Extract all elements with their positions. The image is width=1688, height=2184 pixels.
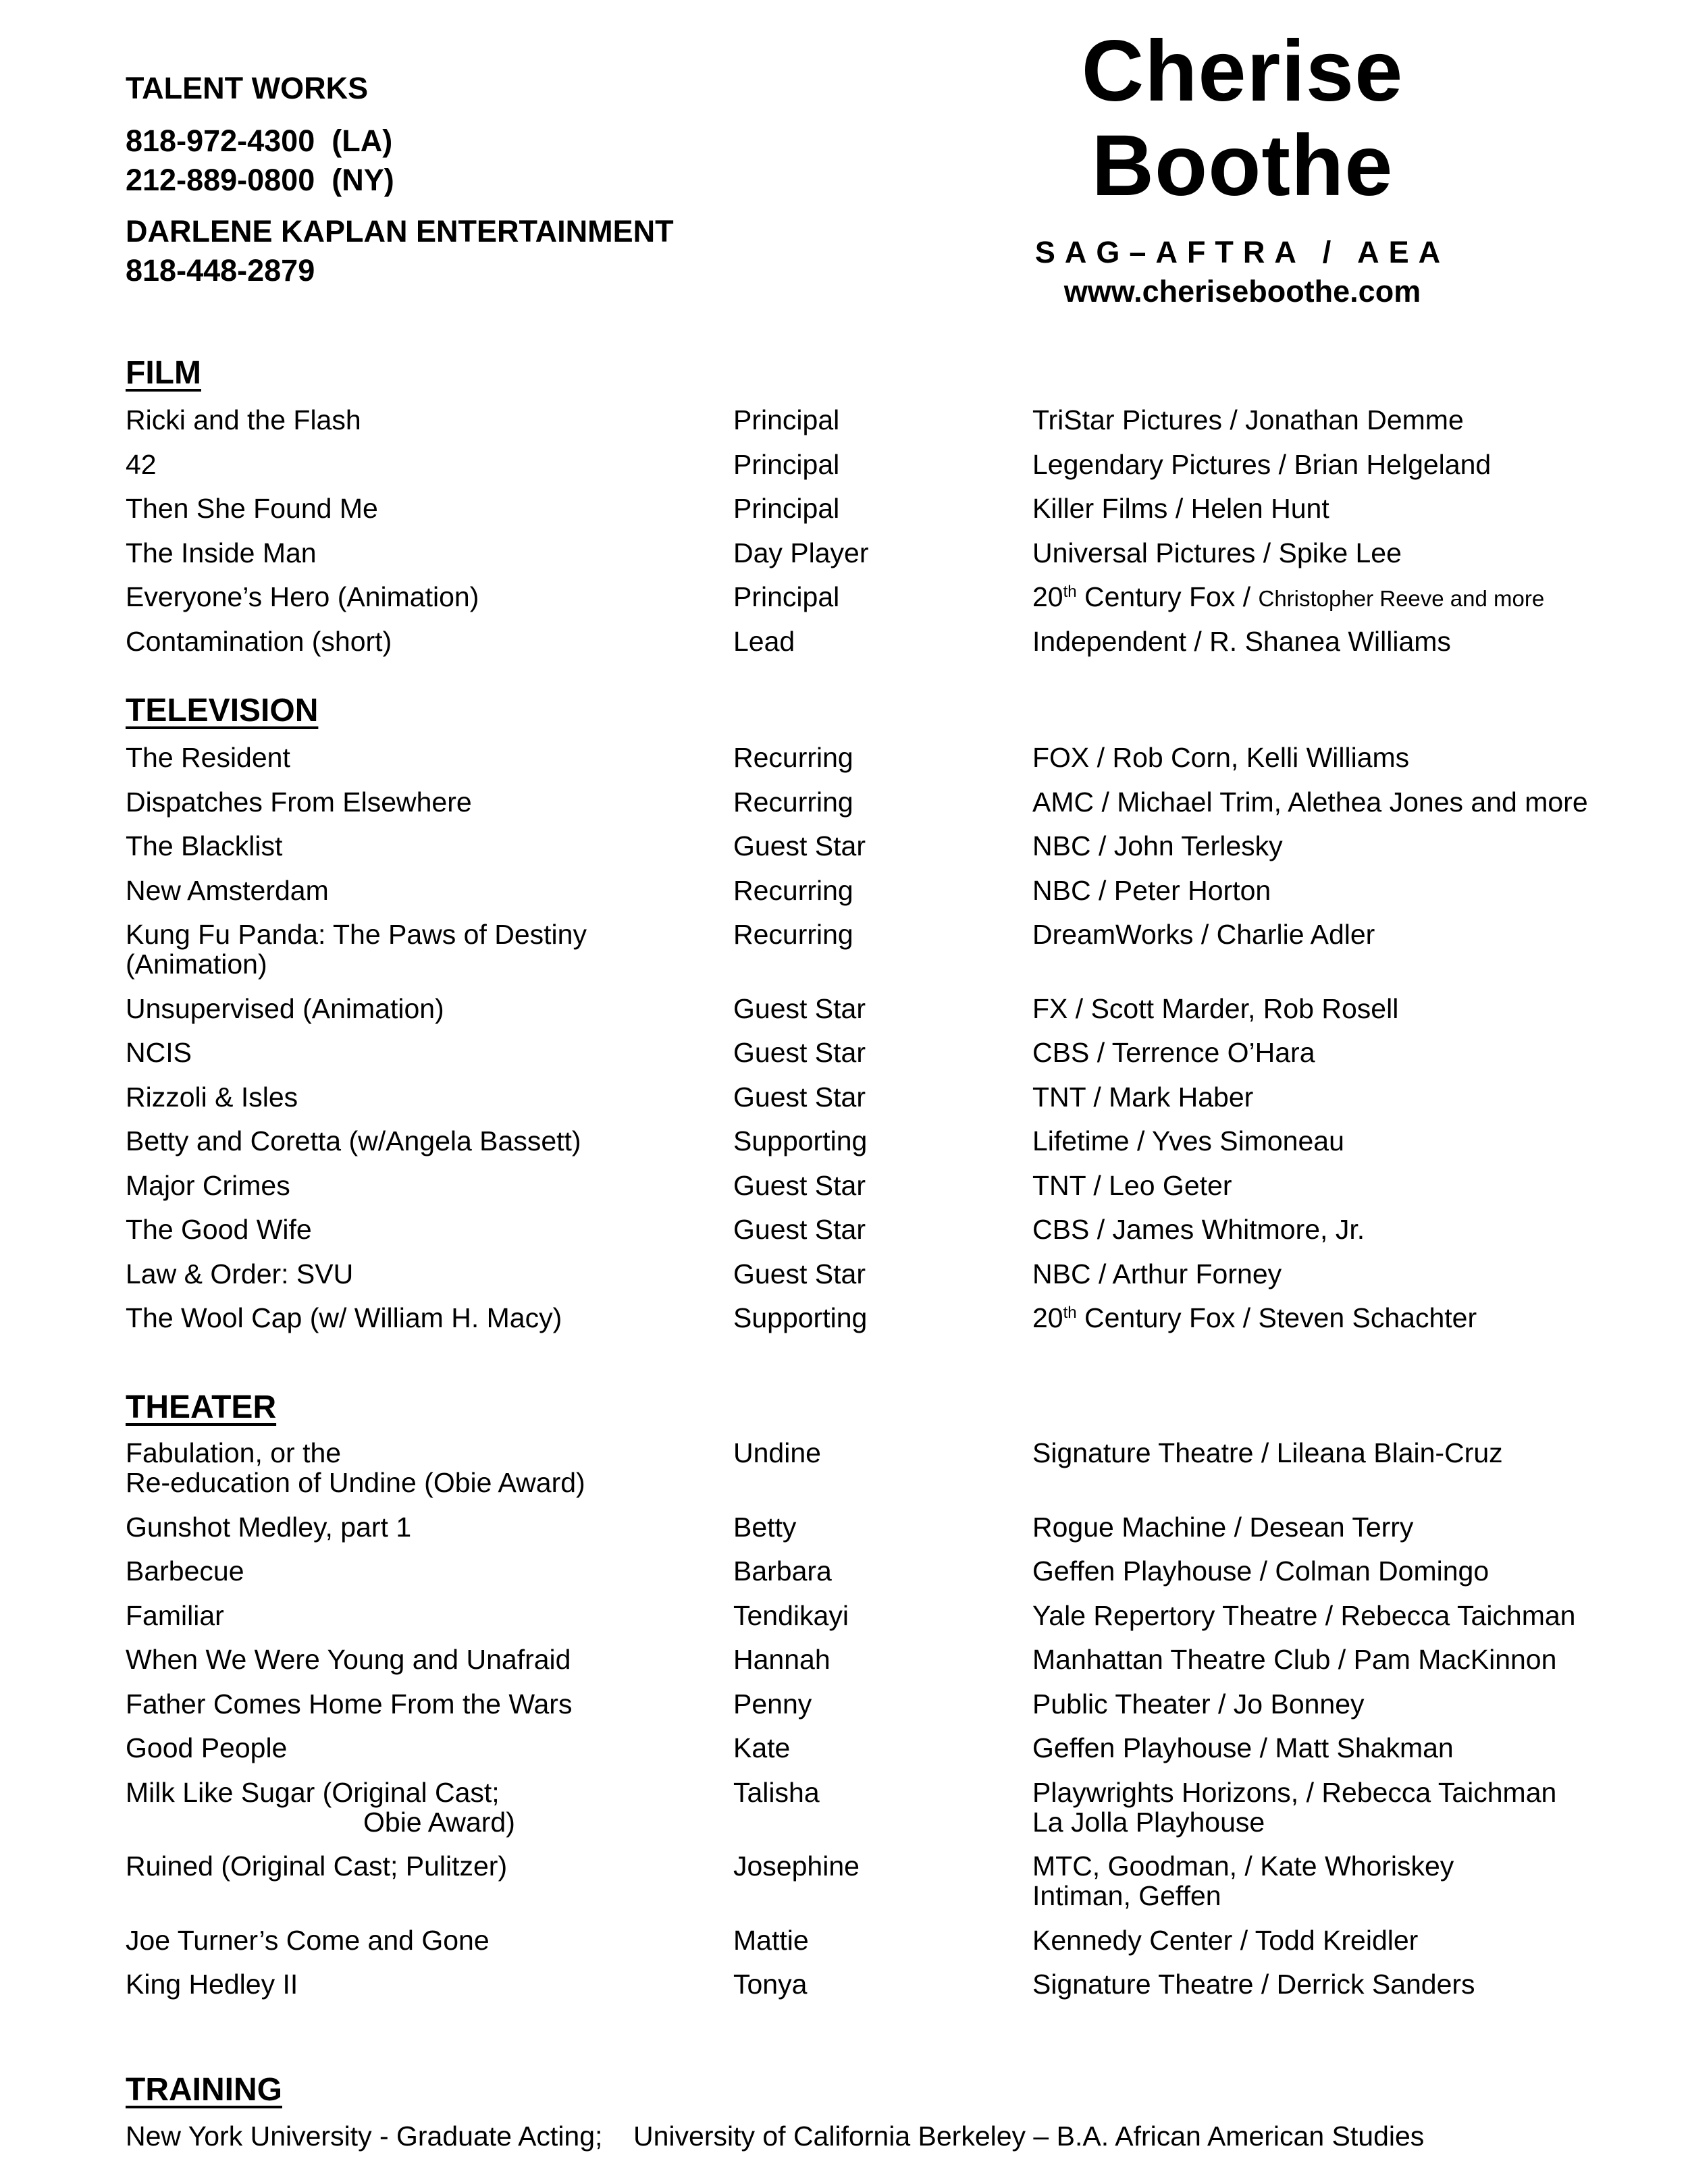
company-director: TNT / Mark Haber [1032, 1081, 1254, 1113]
production-title: Milk Like Sugar (Original Cast; Obie Award) [126, 1776, 515, 1838]
company-director: TriStar Pictures / Jonathan Demme [1032, 404, 1464, 435]
production-title: Familiar [126, 1599, 224, 1631]
role: Kate [733, 1732, 791, 1763]
company-director: Independent / R. Shanea Williams [1032, 625, 1451, 657]
company-director: Legendary Pictures / Brian Helgeland [1032, 448, 1492, 480]
role: Hannah [733, 1644, 830, 1675]
section-title-theater: THEATER [126, 1389, 277, 1425]
theater-section [126, 1387, 1611, 1428]
agency-name: TALENT WORKS [126, 71, 369, 105]
production-title: Ruined (Original Cast; Pulitzer) [126, 1850, 508, 1882]
company-director: Killer Films / Helen Hunt [1032, 493, 1329, 524]
company-director: MTC, Goodman, / Kate Whoriskey Intiman, Geffen [1032, 1850, 1454, 1911]
production-title: Betty and Coretta (w/Angela Bassett) [126, 1125, 581, 1156]
production-title: Everyone’s Hero (Animation) [126, 581, 479, 612]
role: Betty [733, 1511, 797, 1543]
production-title: NCIS [126, 1037, 192, 1068]
section-title-training: TRAINING [126, 2072, 282, 2108]
role: Tonya [733, 1969, 808, 2000]
production-title: Kung Fu Panda: The Paws of Destiny (Animation) [126, 919, 587, 980]
role: Principal [733, 404, 840, 435]
role: Principal [733, 493, 840, 524]
company-director: NBC / Peter Horton [1032, 874, 1271, 906]
role: Guest Star [733, 830, 866, 861]
management-name: DARLENE KAPLAN ENTERTAINMENT [126, 214, 674, 248]
production-title: Rizzoli & Isles [126, 1081, 298, 1113]
company-director: Playwrights Horizons, / Rebecca Taichman La Jolla Playhouse [1032, 1776, 1557, 1838]
role: Talisha [733, 1776, 820, 1808]
company-director: CBS / Terrence O’Hara [1032, 1037, 1315, 1068]
company-director: FX / Scott Marder, Rob Rosell [1032, 992, 1399, 1024]
production-title: Ricki and the Flash [126, 404, 361, 435]
section-title-film: FILM [126, 355, 201, 391]
company-director: Signature Theatre / Lileana Blain-Cruz [1032, 1437, 1503, 1468]
role: Supporting [733, 1302, 868, 1333]
role: Guest Star [733, 1081, 866, 1113]
role: Principal [733, 581, 840, 612]
production-title: Dispatches From Elsewhere [126, 786, 472, 818]
role: Guest Star [733, 992, 866, 1024]
company-director: TNT / Leo Geter [1032, 1169, 1232, 1201]
role: Recurring [733, 786, 853, 818]
production-title: 42 [126, 448, 157, 480]
training-details: New York University - Graduate Acting; University of California Berkeley – B.A. African American Studies [126, 2121, 1425, 2152]
production-title: Gunshot Medley, part 1 [126, 1511, 412, 1543]
production-title: Major Crimes [126, 1169, 290, 1201]
production-title: The Good Wife [126, 1214, 312, 1245]
role: Lead [733, 625, 795, 657]
role: Tendikayi [733, 1599, 849, 1631]
role: Undine [733, 1437, 821, 1468]
role: Mattie [733, 1924, 809, 1956]
production-title: Good People [126, 1732, 288, 1763]
role: Recurring [733, 742, 853, 773]
actor-name: Cherise Boothe [1081, 23, 1404, 214]
role: Penny [733, 1688, 812, 1720]
agency-contact-block [126, 69, 674, 290]
production-title: Contamination (short) [126, 625, 392, 657]
company-director: DreamWorks / Charlie Adler [1032, 919, 1375, 950]
company-director: Geffen Playhouse / Colman Domingo [1032, 1555, 1489, 1587]
management-phone: 818-448-2879 [126, 253, 315, 288]
production-title: Joe Turner’s Come and Gone [126, 1924, 490, 1956]
company-director: 20th Century Fox / Steven Schachter [1032, 1302, 1477, 1333]
training-section [126, 2070, 1611, 2152]
role: Recurring [733, 919, 853, 950]
production-title: King Hedley II [126, 1969, 298, 2000]
production-title: Father Comes Home From the Wars [126, 1688, 573, 1720]
company-director: CBS / James Whitmore, Jr. [1032, 1214, 1365, 1245]
company-director: FOX / Rob Corn, Kelli Williams [1032, 742, 1410, 773]
company-director: Lifetime / Yves Simoneau [1032, 1125, 1344, 1156]
company-director: AMC / Michael Trim, Alethea Jones and more [1032, 786, 1588, 818]
company-director: Universal Pictures / Spike Lee [1032, 537, 1402, 568]
company-director: Signature Theatre / Derrick Sanders [1032, 1969, 1475, 2000]
role: Guest Star [733, 1169, 866, 1201]
production-title: Fabulation, or the Re-education of Undine (Obie Award) [126, 1437, 585, 1498]
company-director: Yale Repertory Theatre / Rebecca Taichman [1032, 1599, 1576, 1631]
production-title: When We Were Young and Unafraid [126, 1644, 571, 1675]
role: Supporting [733, 1125, 868, 1156]
company-director: Manhattan Theatre Club / Pam MacKinnon [1032, 1644, 1557, 1675]
company-director: Rogue Machine / Desean Terry [1032, 1511, 1414, 1543]
role: Guest Star [733, 1214, 866, 1245]
production-title: Barbecue [126, 1555, 244, 1587]
production-title: The Blacklist [126, 830, 283, 861]
agency-phone-ny: 212-889-0800 (NY) [126, 163, 394, 197]
production-title: The Wool Cap (w/ William H. Macy) [126, 1302, 562, 1333]
role: Day Player [733, 537, 869, 568]
role: Principal [733, 448, 840, 480]
role: Guest Star [733, 1037, 866, 1068]
company-director: Geffen Playhouse / Matt Shakman [1032, 1732, 1454, 1763]
television-section [126, 691, 1611, 731]
company-director: Kennedy Center / Todd Kreidler [1032, 1924, 1419, 1956]
agency-phone-la: 818-972-4300 (LA) [126, 124, 393, 158]
role: Barbara [733, 1555, 832, 1587]
company-director: 20th Century Fox / Christopher Reeve and more [1032, 581, 1545, 612]
production-title: The Inside Man [126, 537, 317, 568]
role: Recurring [733, 874, 853, 906]
film-section [126, 353, 1611, 394]
role: Guest Star [733, 1258, 866, 1289]
union-affiliations: SAG–AFTRA / AEA [1034, 235, 1450, 269]
production-title: New Amsterdam [126, 874, 329, 906]
production-title: The Resident [126, 742, 290, 773]
actor-website: www.cheriseboothe.com [1063, 274, 1421, 309]
actor-header [939, 24, 1546, 311]
company-director: Public Theater / Jo Bonney [1032, 1688, 1365, 1720]
company-director: NBC / Arthur Forney [1032, 1258, 1282, 1289]
production-title: Law & Order: SVU [126, 1258, 354, 1289]
section-title-television: TELEVISION [126, 693, 319, 728]
company-director: NBC / John Terlesky [1032, 830, 1283, 861]
production-title: Then She Found Me [126, 493, 378, 524]
role: Josephine [733, 1850, 860, 1882]
production-title: Unsupervised (Animation) [126, 992, 444, 1024]
